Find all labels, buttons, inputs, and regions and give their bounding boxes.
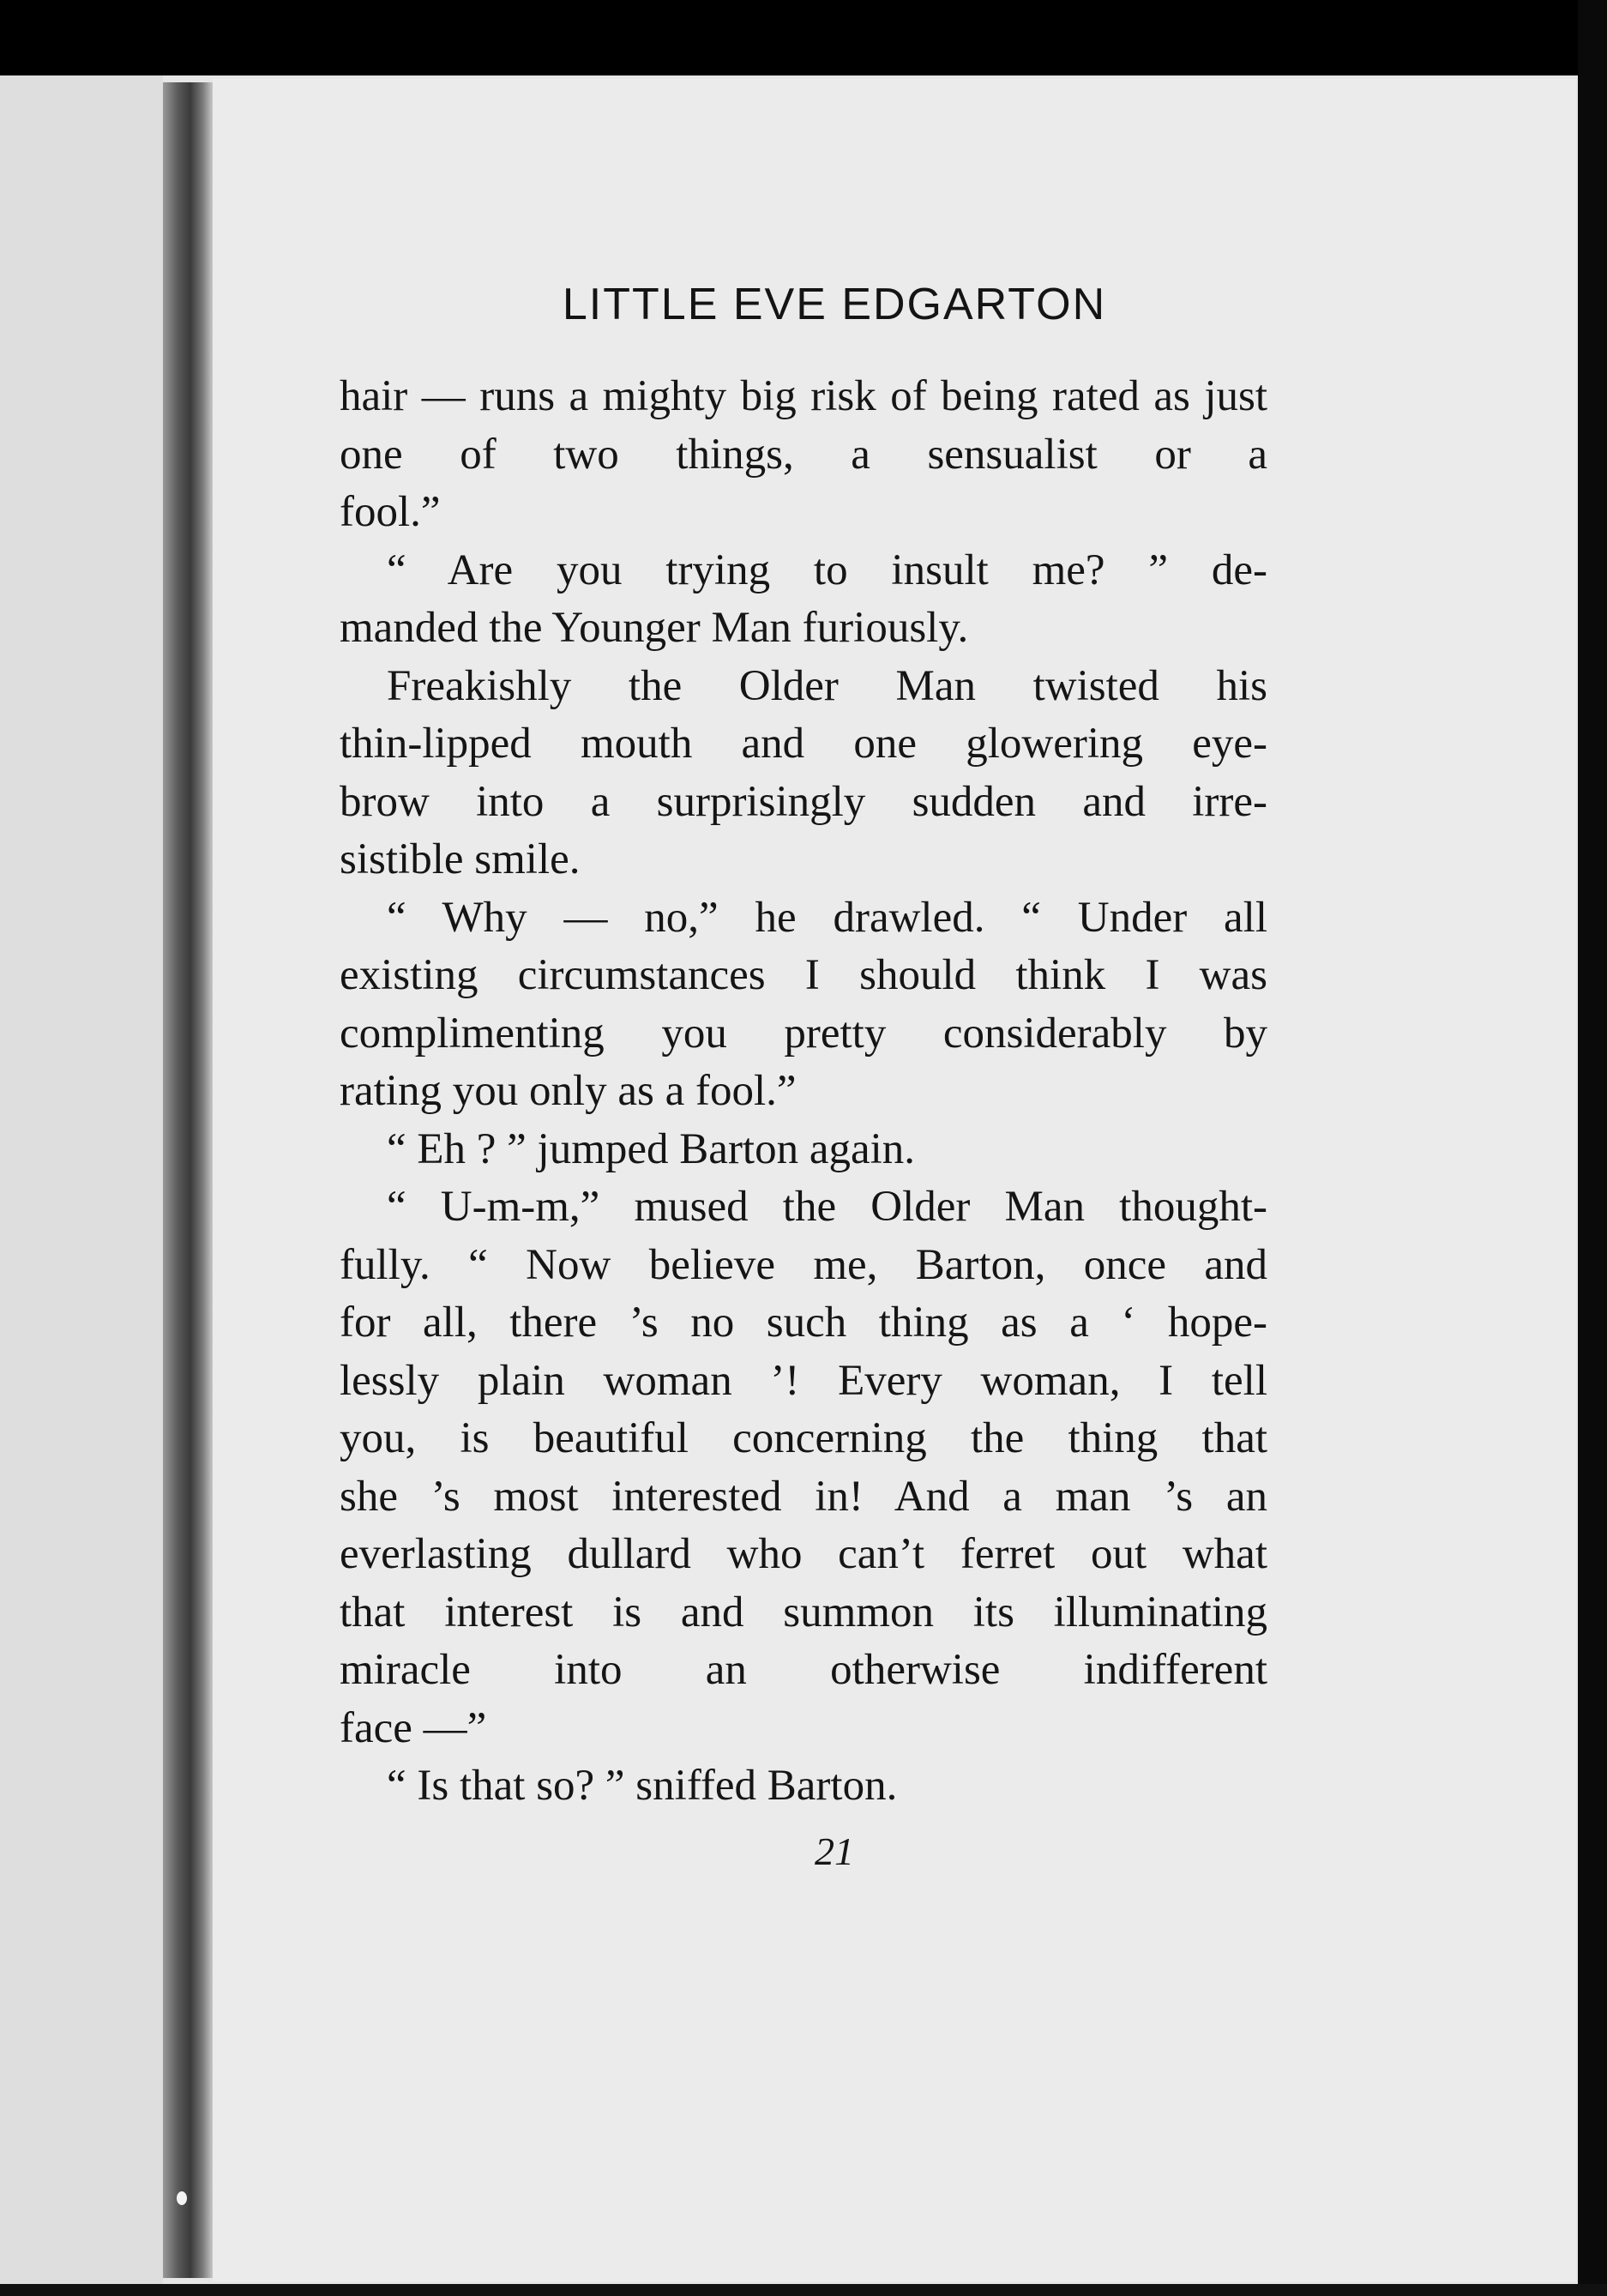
text-line: “ Why — no,” he drawled. “ Under all bbox=[387, 893, 1267, 942]
paragraph-end bbox=[340, 1063, 1267, 1121]
paragraph bbox=[340, 1526, 1267, 1584]
paragraph bbox=[340, 1584, 1267, 1642]
text-line: existing circumstances I should think I was bbox=[340, 951, 1267, 999]
paragraph bbox=[340, 1178, 1267, 1237]
body-text bbox=[340, 368, 1267, 1816]
text-line: everlasting dullard who can’t ferret out what bbox=[340, 1530, 1267, 1578]
scan-border-top bbox=[0, 0, 1607, 75]
text-line: brow into a surprisingly sudden and irre- bbox=[340, 777, 1267, 826]
paragraph bbox=[340, 1410, 1267, 1468]
paragraph bbox=[340, 774, 1267, 832]
facing-page-edge bbox=[0, 75, 163, 2284]
paragraph-end bbox=[340, 484, 1267, 542]
running-head: LITTLE EVE EDGARTON bbox=[562, 280, 1107, 329]
text-line: hair — runs a mighty big risk of being rated bbox=[340, 372, 1140, 420]
spine-mark bbox=[177, 2191, 187, 2205]
scan-border-bottom bbox=[0, 2284, 1607, 2296]
scan-border-right bbox=[1578, 0, 1607, 2296]
text-line: for all, there ’s no such thing as a ‘ hope- bbox=[340, 1299, 1267, 1347]
text-line: fool.” bbox=[340, 488, 441, 536]
text-line: “ U-m-m,” mused the Older Man thought- bbox=[387, 1183, 1267, 1231]
paragraph-end bbox=[340, 831, 1267, 889]
text-line: as just one of two things, a sensualist or a bbox=[340, 372, 1268, 479]
paragraph bbox=[340, 368, 1267, 484]
text-line: miracle into an otherwise indifferent bbox=[340, 1646, 1267, 1694]
paragraph-end bbox=[340, 600, 1267, 658]
book-page bbox=[213, 79, 1576, 2281]
paragraph bbox=[340, 1237, 1267, 1295]
paragraph bbox=[340, 1642, 1267, 1700]
paragraph-end bbox=[340, 1121, 1267, 1179]
text-line: rating you only as a fool.” bbox=[340, 1067, 797, 1115]
paragraph bbox=[340, 1294, 1267, 1353]
text-line: “ Are you trying to insult me? ” de- bbox=[387, 545, 1267, 594]
paragraph bbox=[340, 889, 1267, 948]
paragraph-end bbox=[340, 1757, 1267, 1816]
text-line: sistible smile. bbox=[340, 835, 581, 883]
text-line: complimenting you pretty considerably by bbox=[340, 1009, 1267, 1058]
text-line: thin-lipped mouth and one glowering eye- bbox=[340, 720, 1267, 768]
paragraph bbox=[340, 542, 1267, 600]
paragraph bbox=[340, 1468, 1267, 1527]
text-line: Freakishly the Older Man twisted his bbox=[387, 661, 1267, 710]
text-line: lessly plain woman ’! Every woman, I tell bbox=[340, 1356, 1267, 1405]
text-line: manded the Younger Man furiously. bbox=[340, 604, 969, 652]
text-line: “ Eh ? ” jumped Barton again. bbox=[387, 1124, 916, 1173]
text-line: she ’s most interested in! And a man ’s an bbox=[340, 1472, 1267, 1521]
text-line: that interest is and summon its illuminating bbox=[340, 1588, 1267, 1636]
paragraph-end bbox=[340, 1700, 1267, 1758]
book-spine-shadow bbox=[163, 82, 213, 2278]
text-line: “ Is that so? ” sniffed Barton. bbox=[387, 1762, 898, 1810]
paragraph bbox=[340, 947, 1267, 1005]
text-line: face —” bbox=[340, 1703, 487, 1752]
text-line: fully. “ Now believe me, Barton, once and bbox=[340, 1240, 1267, 1289]
page-number: 21 bbox=[815, 1829, 854, 1873]
text-line: you, is beautiful concerning the thing that bbox=[340, 1414, 1267, 1462]
paragraph bbox=[340, 1005, 1267, 1064]
paragraph bbox=[340, 1353, 1267, 1411]
paragraph bbox=[340, 658, 1267, 716]
paragraph bbox=[340, 715, 1267, 774]
